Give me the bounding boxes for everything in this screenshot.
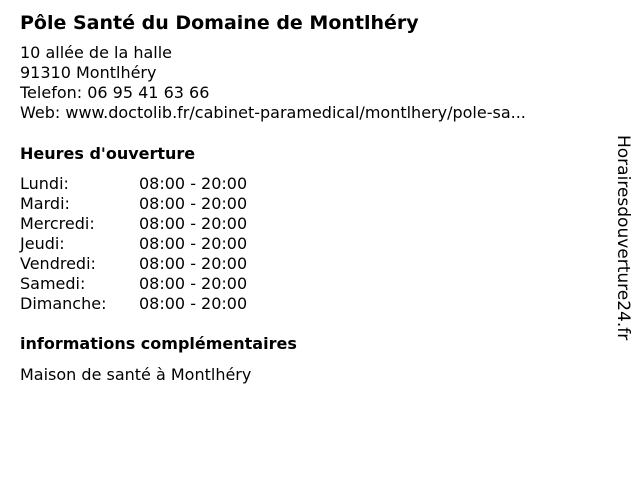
time-range: 08:00 - 20:00 [139,194,248,213]
info-heading: informations complémentaires [20,334,297,353]
time-range: 08:00 - 20:00 [139,174,248,193]
hours-heading: Heures d'ouverture [20,144,196,163]
time-range: 08:00 - 20:00 [139,254,248,273]
contact-block [20,43,526,123]
time-range: 08:00 - 20:00 [139,274,248,293]
hours-row-sunday [20,294,280,314]
hours-row-tuesday [20,194,280,214]
day-label: Jeudi: [20,234,65,253]
day-label: Mardi: [20,194,70,213]
hours-row-saturday [20,274,280,294]
address-street: 10 allée de la halle [20,43,173,62]
hours-row-thursday [20,234,280,254]
phone-number: Telefon: 06 95 41 63 66 [20,83,210,102]
day-label: Mercredi: [20,214,95,233]
watermark: Horairesdouverture24.fr [613,135,633,341]
info-text: Maison de santé à Montlhéry [20,365,252,384]
business-name: Pôle Santé du Domaine de Montlhéry [20,12,419,34]
day-label: Lundi: [20,174,69,193]
address-city: 91310 Montlhéry [20,63,157,82]
day-label: Dimanche: [20,294,107,313]
hours-row-monday [20,174,280,194]
time-range: 08:00 - 20:00 [139,214,248,233]
day-label: Vendredi: [20,254,96,273]
time-range: 08:00 - 20:00 [139,294,248,313]
time-range: 08:00 - 20:00 [139,234,248,253]
hours-row-friday [20,254,280,274]
hours-table [20,174,280,314]
website-link[interactable]: Web: www.doctolib.fr/cabinet-paramedical/montlhery/pole-sa... [20,103,526,122]
day-label: Samedi: [20,274,86,293]
hours-row-wednesday [20,214,280,234]
